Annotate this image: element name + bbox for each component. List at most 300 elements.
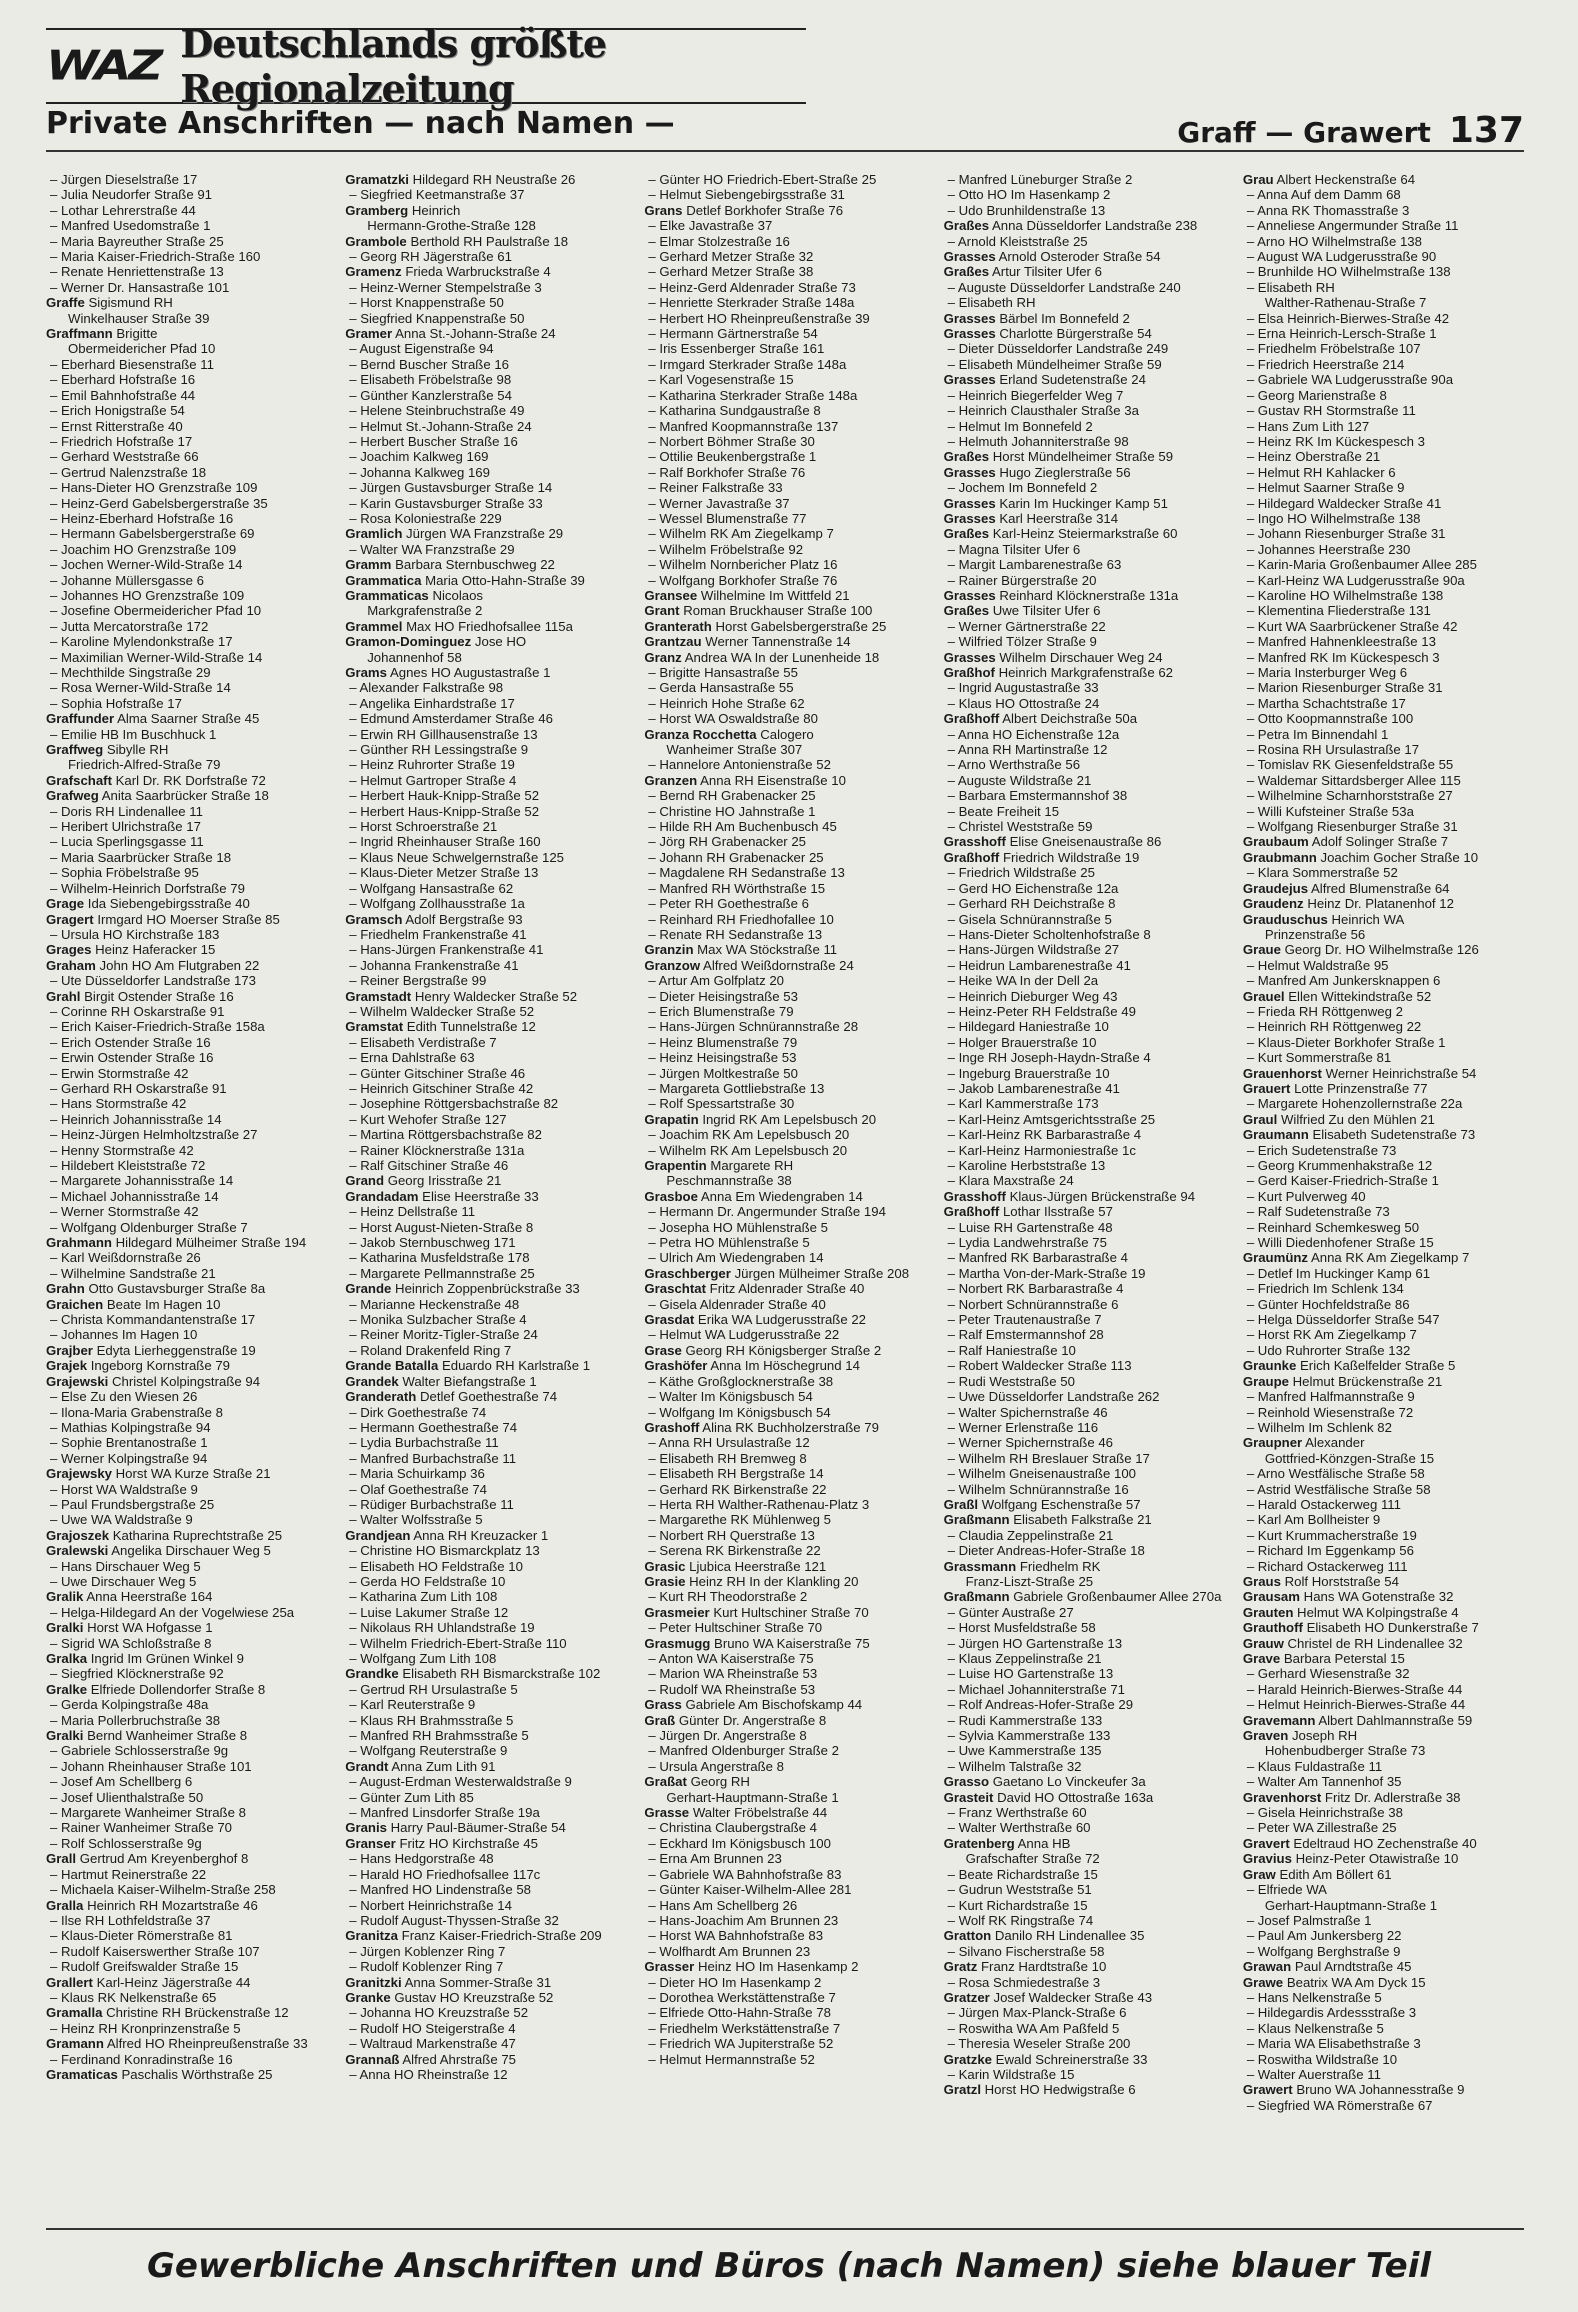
entry-text: – Gerhard RH Deichstraße 8 (947, 896, 1116, 912)
directory-entry (1243, 1574, 1524, 1589)
directory-entry (944, 1035, 1225, 1050)
entry-surname: Gramlich (345, 526, 403, 542)
directory-entry (345, 1636, 626, 1651)
directory-entry (644, 2005, 925, 2020)
entry-text: Jose HO (474, 634, 527, 650)
entry-text: – Siegfried Klöcknerstraße 92 (50, 1666, 224, 1682)
directory-entry (345, 264, 626, 279)
entry-surname: Granzin (644, 942, 694, 958)
entry-text: Arnold Osteroder Straße 54 (998, 249, 1161, 265)
directory-entry (1243, 1297, 1524, 1312)
entry-text: – Klaus RH Brahmsstraße 5 (349, 1712, 514, 1728)
directory-entry (345, 788, 626, 803)
entry-text: Hugo Zieglerstraße 56 (999, 464, 1131, 480)
entry-text: – Jürgen Dieselstraße 17 (50, 172, 198, 187)
directory-entry (944, 650, 1225, 665)
directory-entry (46, 1143, 327, 1158)
entry-text: Anna RH Kreuzacker 1 (413, 1527, 549, 1543)
directory-entry (644, 526, 925, 541)
entry-text: – Manfred Am Junkersknappen 6 (1246, 973, 1441, 989)
entry-surname: Grasmugg (644, 1635, 711, 1651)
entry-text: – Josef Am Schellberg 6 (50, 1774, 193, 1790)
directory-entry (46, 403, 327, 418)
directory-entry (1243, 1851, 1524, 1866)
entry-text: – Ursula HO Kirchstraße 183 (50, 926, 220, 942)
directory-entry (46, 1343, 327, 1358)
entry-text: – Günter Gitschiner Straße 46 (349, 1065, 526, 1081)
directory-entry (345, 1728, 626, 1743)
entry-text: Hildegard Mülheimer Straße 194 (115, 1235, 307, 1251)
entry-text: Gabriele Großenbaumer Allee 270a (1013, 1589, 1222, 1605)
directory-entry (944, 1528, 1225, 1543)
directory-entry (1243, 1220, 1524, 1235)
entry-text: – Lydia Burbachstraße 11 (349, 1435, 499, 1451)
entry-text: – Katharina Sterkrader Straße 148a (648, 387, 858, 403)
directory-entry (944, 1173, 1225, 1188)
directory-entry (345, 1589, 626, 1604)
entry-surname: Grasses (943, 249, 996, 265)
entry-text: – Christine HO Bismarckplatz 13 (349, 1543, 540, 1559)
entry-surname: Grajewsky (46, 1466, 112, 1482)
entry-text: – Bernd Buscher Straße 16 (349, 356, 510, 372)
directory-entry (1243, 1805, 1524, 1820)
directory-entry (644, 1559, 925, 1574)
entry-text: – Harald Heinrich-Bierwes-Straße 44 (1246, 1681, 1463, 1697)
entry-text: – Günter Zum Lith 85 (349, 1789, 474, 1805)
entry-text: – Elisabeth RH (947, 295, 1036, 311)
directory-entry (345, 1451, 626, 1466)
directory-entry (345, 1435, 626, 1450)
entry-surname: Grasses (943, 326, 996, 342)
directory-entry (944, 1928, 1225, 1943)
directory-entry (345, 1050, 626, 1065)
directory-entry (345, 1928, 626, 1943)
entry-text: – Kurt Pulverweg 40 (1246, 1188, 1366, 1204)
entry-text: – Rüdiger Burbachstraße 11 (349, 1496, 514, 1512)
entry-text: – Reinhard RH Friedhofallee 10 (648, 911, 834, 927)
entry-text: – Friedhelm Fröbelstraße 107 (1246, 341, 1421, 357)
entry-text: – Katharina Sundgaustraße 8 (648, 403, 821, 419)
directory-entry (644, 1327, 925, 1342)
directory-entry (944, 1358, 1225, 1373)
entry-text: Beate Im Hagen 10 (106, 1296, 221, 1312)
entry-text: Artur Tilsiter Ufer 6 (992, 264, 1102, 280)
directory-entry (46, 1451, 327, 1466)
entry-text: – Wolfgang Borkhofer Straße 76 (648, 572, 838, 588)
directory-entry (1243, 1405, 1524, 1420)
entry-text: Christel Kolpingstraße 94 (111, 1373, 261, 1389)
entry-text: Elisabeth RH Bismarckstraße 102 (402, 1666, 601, 1682)
entry-text: – Hans-Jürgen Frankenstraße 41 (349, 942, 544, 958)
entry-text: – Heinrich Dieburger Weg 43 (947, 988, 1118, 1004)
entry-text: – Manfred Oldenburger Straße 2 (648, 1743, 839, 1759)
entry-text: – Erna Am Brunnen 23 (648, 1851, 782, 1867)
directory-entry (46, 1636, 327, 1651)
entry-surname: Grages (46, 942, 92, 958)
entry-text: – Martina Röttgersbachstraße 82 (349, 1127, 542, 1143)
entry-text: – Elisabeth Fröbelstraße 98 (349, 372, 512, 388)
entry-text: Heinz HO Im Hasenkamp 2 (697, 1959, 859, 1975)
entry-surname: Granke (345, 1989, 391, 2005)
entry-text: – Friedrich Heerstraße 214 (1246, 356, 1405, 372)
directory-entry (1243, 881, 1524, 896)
entry-text: – Manfred Burbachstraße 11 (349, 1450, 517, 1466)
directory-entry (345, 496, 626, 511)
entry-surname: Gramenz (345, 264, 402, 280)
directory-entry (1243, 2036, 1524, 2051)
entry-text: Heinz-Peter Otawistraße 10 (1295, 1851, 1459, 1867)
directory-entry (345, 1790, 626, 1805)
directory-entry (944, 1127, 1225, 1142)
directory-entry (944, 2082, 1225, 2097)
directory-entry (644, 419, 925, 434)
entry-text: Anna RK Am Ziegelkamp 7 (1310, 1250, 1470, 1266)
entry-text: Wanheimer Straße 307 (666, 742, 803, 758)
entry-text: Gaetano Lo Vinckeufer 3a (992, 1774, 1146, 1790)
entry-text: – Heinrich Hohe Straße 62 (648, 695, 805, 711)
entry-surname: Graus (1242, 1573, 1281, 1589)
entry-text: – Hans-Dieter Scholtenhofstraße 8 (947, 926, 1151, 942)
entry-text: – Ilona-Maria Grabenstraße 8 (50, 1404, 223, 1420)
directory-entry (1243, 650, 1524, 665)
directory-entry (944, 419, 1225, 434)
entry-text: – Helmut Saarner Straße 9 (1246, 480, 1405, 496)
directory-entry (46, 1358, 327, 1373)
entry-text: – Petra HO Mühlenstraße 5 (648, 1235, 810, 1251)
directory-entry (644, 218, 925, 233)
entry-surname: Gratzer (943, 1989, 990, 2005)
directory-entry (1243, 264, 1524, 279)
entry-text: – Margareta Gottliebstraße 13 (648, 1080, 825, 1096)
directory-entry (644, 1235, 925, 1250)
entry-surname: Grasses (943, 464, 996, 480)
directory-entry (1243, 203, 1524, 218)
entry-text: – Dieter Düsseldorfer Landstraße 249 (947, 341, 1169, 357)
directory-entry (46, 1189, 327, 1204)
entry-text: – Kurt Sommerstraße 81 (1246, 1050, 1392, 1066)
directory-entry (944, 1605, 1225, 1620)
entry-text: – Maria Insterburger Weg 6 (1246, 665, 1408, 680)
entry-text: – Claudia Zeppelinstraße 21 (947, 1527, 1114, 1543)
entry-text: – Norbert Heinrichstraße 14 (349, 1897, 512, 1913)
directory-entry (944, 711, 1225, 726)
entry-text: – Peter Trautenaustraße 7 (947, 1312, 1102, 1328)
entry-text: – Udo Ruhrorter Straße 132 (1246, 1342, 1411, 1358)
directory-entry (944, 619, 1225, 634)
entry-text: Frieda Warbruckstraße 4 (405, 264, 551, 280)
entry-surname: Grasses (943, 649, 996, 665)
directory-entry (345, 1327, 626, 1342)
directory-entry (944, 496, 1225, 511)
entry-text: – Wolfgang Riesenburger Straße 31 (1246, 819, 1458, 835)
entry-text: – Anton WA Kaiserstraße 75 (648, 1651, 814, 1666)
entry-text: – Elisabeth Verdistraße 7 (349, 1034, 497, 1050)
directory-entry (46, 850, 327, 865)
entry-text: – Corinne RH Oskarstraße 91 (50, 1003, 225, 1019)
directory-entry (1243, 542, 1524, 557)
entry-text: Ewald Schreinerstraße 33 (995, 2051, 1148, 2067)
entry-text: – Horst Musfeldstraße 58 (947, 1620, 1096, 1636)
entry-text: Heinrich RH Mozartstraße 46 (87, 1897, 258, 1913)
entry-text: – Jürgen Moltkestraße 50 (648, 1065, 798, 1081)
entry-text: – Ferdinand Konradinstraße 16 (50, 2051, 233, 2067)
directory-entry (345, 1405, 626, 1420)
entry-text: – Willi Diedenhofener Straße 15 (1246, 1235, 1434, 1251)
directory-entry (944, 757, 1225, 772)
directory-entry (944, 1543, 1225, 1558)
directory-entry (1243, 1358, 1524, 1373)
entry-text: – Rudolf Greifswalder Straße 15 (50, 1959, 239, 1975)
directory-entry (944, 1497, 1225, 1512)
directory-column-4 (943, 172, 1225, 2098)
entry-text: – Monika Sulzbacher Straße 4 (349, 1312, 527, 1328)
entry-text: Anna Heerstraße 164 (86, 1589, 213, 1605)
directory-entry (644, 1004, 925, 1019)
entry-text: Lotte Prinzenstraße 77 (1294, 1080, 1428, 1096)
entry-surname: Granderath (345, 1389, 417, 1405)
directory-entry (1243, 1035, 1524, 1050)
directory-entry (46, 249, 327, 264)
entry-text: Wolfgang Eschenstraße 57 (981, 1496, 1141, 1512)
entry-text: – Gerda Hansastraße 55 (648, 680, 794, 696)
directory-entry (46, 1913, 327, 1928)
directory-entry (345, 557, 626, 572)
directory-entry (944, 542, 1225, 557)
entry-text: – Maximilian Werner-Wild-Straße 14 (50, 649, 263, 665)
directory-entry (46, 881, 327, 896)
entry-text: – Gerd Kaiser-Friedrich-Straße 1 (1246, 1173, 1439, 1189)
entry-text: – Werner Erlenstraße 116 (947, 1419, 1099, 1435)
directory-entry (944, 1312, 1225, 1327)
directory-entry (345, 1250, 626, 1265)
entry-text: – Klaus-Dieter Borkhofer Straße 1 (1246, 1034, 1446, 1050)
entry-text: – Wilhelmine Scharnhorststraße 27 (1246, 788, 1453, 804)
directory-entry (944, 727, 1225, 742)
entry-text: – Günter HO Friedrich-Ebert-Straße 25 (648, 172, 877, 187)
entry-text: – Dirk Goethestraße 74 (349, 1404, 487, 1420)
entry-text: – Alexander Falkstraße 98 (349, 680, 504, 696)
directory-entry (644, 1112, 925, 1127)
directory-entry (1243, 1898, 1524, 1913)
entry-surname: Grawert (1242, 2082, 1293, 2098)
directory-entry (46, 1019, 327, 1034)
directory-entry (644, 1589, 925, 1604)
entry-text: – Gabriele WA Bahnhofstraße 83 (648, 1866, 842, 1882)
directory-entry (644, 1713, 925, 1728)
directory-entry (345, 203, 626, 218)
directory-entry (644, 773, 925, 788)
directory-entry (46, 2036, 327, 2051)
entry-text: – Ingeburg Brauerstraße 10 (947, 1065, 1110, 1081)
entry-text: – Waltraud Markenstraße 47 (349, 2036, 516, 2052)
directory-entry (345, 927, 626, 942)
entry-text: Klaus-Jürgen Brückenstraße 94 (1009, 1188, 1196, 1204)
entry-text: – Wilhelmine Sandstraße 21 (50, 1265, 216, 1281)
directory-entry (944, 804, 1225, 819)
entry-text: – Wilhelm Schnürannstraße 16 (947, 1481, 1129, 1497)
entry-text: – Norbert Schnürannstraße 6 (947, 1296, 1119, 1312)
directory-entry (345, 1112, 626, 1127)
entry-text: Gustav HO Kreuzstraße 52 (394, 1989, 554, 2005)
directory-entry (944, 295, 1225, 310)
directory-entry (644, 1389, 925, 1404)
directory-entry (644, 573, 925, 588)
directory-entry (1243, 311, 1524, 326)
directory-entry (46, 311, 327, 326)
directory-entry (944, 526, 1225, 541)
entry-text: – Werner Stormstraße 42 (50, 1204, 199, 1220)
entry-text: – Gudrun Weststraße 51 (947, 1882, 1092, 1898)
directory-entry (46, 1112, 327, 1127)
entry-text: Anna Em Wiedengraben 14 (700, 1188, 863, 1204)
entry-text: Albert Dahlmannstraße 59 (1318, 1712, 1473, 1728)
directory-entry (1243, 1050, 1524, 1065)
entry-surname: Grammel (345, 618, 403, 634)
entry-text: – Heinz-Werner Stempelstraße 3 (349, 279, 542, 295)
entry-text: – Johanna Kalkweg 169 (349, 464, 490, 480)
directory-entry (1243, 1096, 1524, 1111)
directory-entry (944, 1050, 1225, 1065)
entry-text: – Gertrud Nalenzstraße 18 (50, 464, 207, 480)
directory-entry (1243, 788, 1524, 803)
entry-text: – Johanna HO Kreuzstraße 52 (349, 2005, 529, 2021)
directory-entry (644, 619, 925, 634)
entry-text: – Klaus Fuldastraße 11 (1246, 1758, 1383, 1774)
directory-entry (345, 341, 626, 356)
directory-entry (944, 742, 1225, 757)
directory-entry (944, 403, 1225, 418)
directory-entry (644, 1975, 925, 1990)
section-title: Private Anschriften — nach Namen — (46, 106, 675, 141)
entry-text: – Friedrich WA Jupiterstraße 52 (648, 2036, 834, 2052)
directory-entry (644, 1651, 925, 1666)
entry-surname: Gralki (46, 1728, 84, 1744)
entry-surname: Grasser (644, 1959, 695, 1975)
directory-entry (46, 1327, 327, 1342)
directory-entry (944, 1728, 1225, 1743)
entry-text: – Doris RH Lindenallee 11 (50, 803, 203, 819)
entry-text: Joachim Gocher Straße 10 (1320, 849, 1479, 865)
entry-text: – Elfriede WA (1246, 1882, 1327, 1898)
directory-entry (345, 187, 626, 202)
entry-text: – Heinz-Jürgen Helmholtzstraße 27 (50, 1127, 258, 1143)
entry-text: – Angelika Einhardstraße 17 (349, 695, 515, 711)
entry-text: – Karl Vogesenstraße 15 (648, 372, 794, 388)
entry-text: Anna Sommer-Straße 31 (404, 1974, 552, 1990)
directory-entry (944, 1512, 1225, 1527)
entry-text: – Klaus Nelkenstraße 5 (1246, 2020, 1384, 2036)
directory-entry (944, 989, 1225, 1004)
entry-surname: Gramatzki (345, 172, 409, 187)
entry-text: Rolf Horststraße 54 (1284, 1573, 1399, 1589)
entry-text: – Elisabeth RH Bergstraße 14 (648, 1466, 824, 1482)
entry-surname: Gralki (46, 1620, 84, 1636)
entry-text: – Karl Reuterstraße 9 (349, 1697, 476, 1713)
directory-entry (46, 757, 327, 772)
directory-entry (644, 1081, 925, 1096)
entry-surname: Gralewski (46, 1543, 109, 1559)
entry-surname: Graffweg (46, 742, 104, 758)
directory-entry (46, 696, 327, 711)
entry-text: Paschalis Wörthstraße 25 (121, 2066, 273, 2082)
entry-text: – Joachim RK Am Lepelsbusch 20 (648, 1127, 850, 1143)
entry-text: – Erwin Ostender Straße 16 (50, 1050, 214, 1066)
entry-text: – Ralf Gitschiner Straße 46 (349, 1158, 509, 1173)
directory-entry (345, 2005, 626, 2020)
entry-text: – Paul Am Junkersberg 22 (1246, 1928, 1402, 1944)
directory-entry (644, 1050, 925, 1065)
directory-entry (46, 1405, 327, 1420)
entry-text: – Anna RK Thomasstraße 3 (1246, 202, 1410, 218)
entry-text: Ingrid RK Am Lepelsbusch 20 (702, 1111, 877, 1127)
entry-text: – Sophia Fröbelstraße 95 (50, 865, 199, 881)
directory-entry (345, 742, 626, 757)
entry-surname: Grage (46, 896, 85, 912)
entry-text: Anna Düsseldorfer Landstraße 238 (992, 218, 1198, 234)
directory-entry (644, 480, 925, 495)
directory-entry (944, 172, 1225, 187)
directory-entry (46, 804, 327, 819)
entry-surname: Grafschaft (46, 772, 112, 788)
entry-text: – Peter RH Goethestraße 6 (648, 896, 809, 912)
directory-entry (1243, 1559, 1524, 1574)
entry-text: – Josef Ulienthalstraße 50 (50, 1789, 204, 1805)
directory-entry (1243, 850, 1524, 865)
directory-entry (944, 2052, 1225, 2067)
directory-entry (46, 388, 327, 403)
entry-text: Bruno WA Kaiserstraße 75 (714, 1635, 870, 1651)
directory-entry (345, 2052, 626, 2067)
entry-text: Markgrafenstraße 2 (367, 603, 483, 619)
directory-entry (644, 634, 925, 649)
entry-text: – Roswitha Wildstraße 10 (1246, 2051, 1398, 2067)
entry-text: – Beate Freiheit 15 (947, 803, 1060, 819)
directory-entry (345, 1266, 626, 1281)
directory-entry (1243, 1651, 1524, 1666)
entry-text: Georg RH (690, 1774, 750, 1790)
directory-entry (46, 819, 327, 834)
entry-text: – Günther Kanzlerstraße 54 (349, 387, 512, 403)
directory-entry (644, 264, 925, 279)
directory-entry (345, 1312, 626, 1327)
entry-text: – Hans Stormstraße 42 (50, 1096, 187, 1112)
entry-surname: Gramstadt (345, 988, 412, 1004)
entry-text: – Reinhard Schemkesweg 50 (1246, 1219, 1420, 1235)
directory-entry (944, 1297, 1225, 1312)
entry-text: – Katharina Zum Lith 108 (349, 1589, 498, 1605)
entry-text: – Erwin Stormstraße 42 (50, 1065, 189, 1081)
entry-text: Irmgard HO Moerser Straße 85 (97, 911, 280, 927)
entry-surname: Grasdat (644, 1312, 695, 1328)
entry-text: – Erwin RH Gillhausenstraße 13 (349, 726, 538, 742)
directory-entry (345, 511, 626, 526)
entry-text: – Johannes Heerstraße 230 (1246, 541, 1411, 557)
entry-text: – Wolf RK Ringstraße 74 (947, 1912, 1094, 1928)
entry-text: Gabriele Am Bischofskamp 44 (685, 1697, 863, 1713)
entry-surname: Gralik (46, 1589, 84, 1605)
entry-text: – Arno Werthstraße 56 (947, 757, 1081, 773)
directory-entry (46, 865, 327, 880)
directory-entry (1243, 1528, 1524, 1543)
entry-text: – Gabriele Schlosserstraße 9g (50, 1743, 229, 1759)
directory-entry (46, 1743, 327, 1758)
entry-text: – Reinhold Wiesenstraße 72 (1246, 1404, 1414, 1420)
directory-entry (1243, 1959, 1524, 1974)
entry-text: – Wilhelm Talstraße 32 (947, 1758, 1082, 1774)
entry-text: – Dieter Heisingstraße 53 (648, 988, 798, 1004)
entry-text: Karl Heerstraße 314 (999, 510, 1119, 526)
directory-entry (345, 958, 626, 973)
